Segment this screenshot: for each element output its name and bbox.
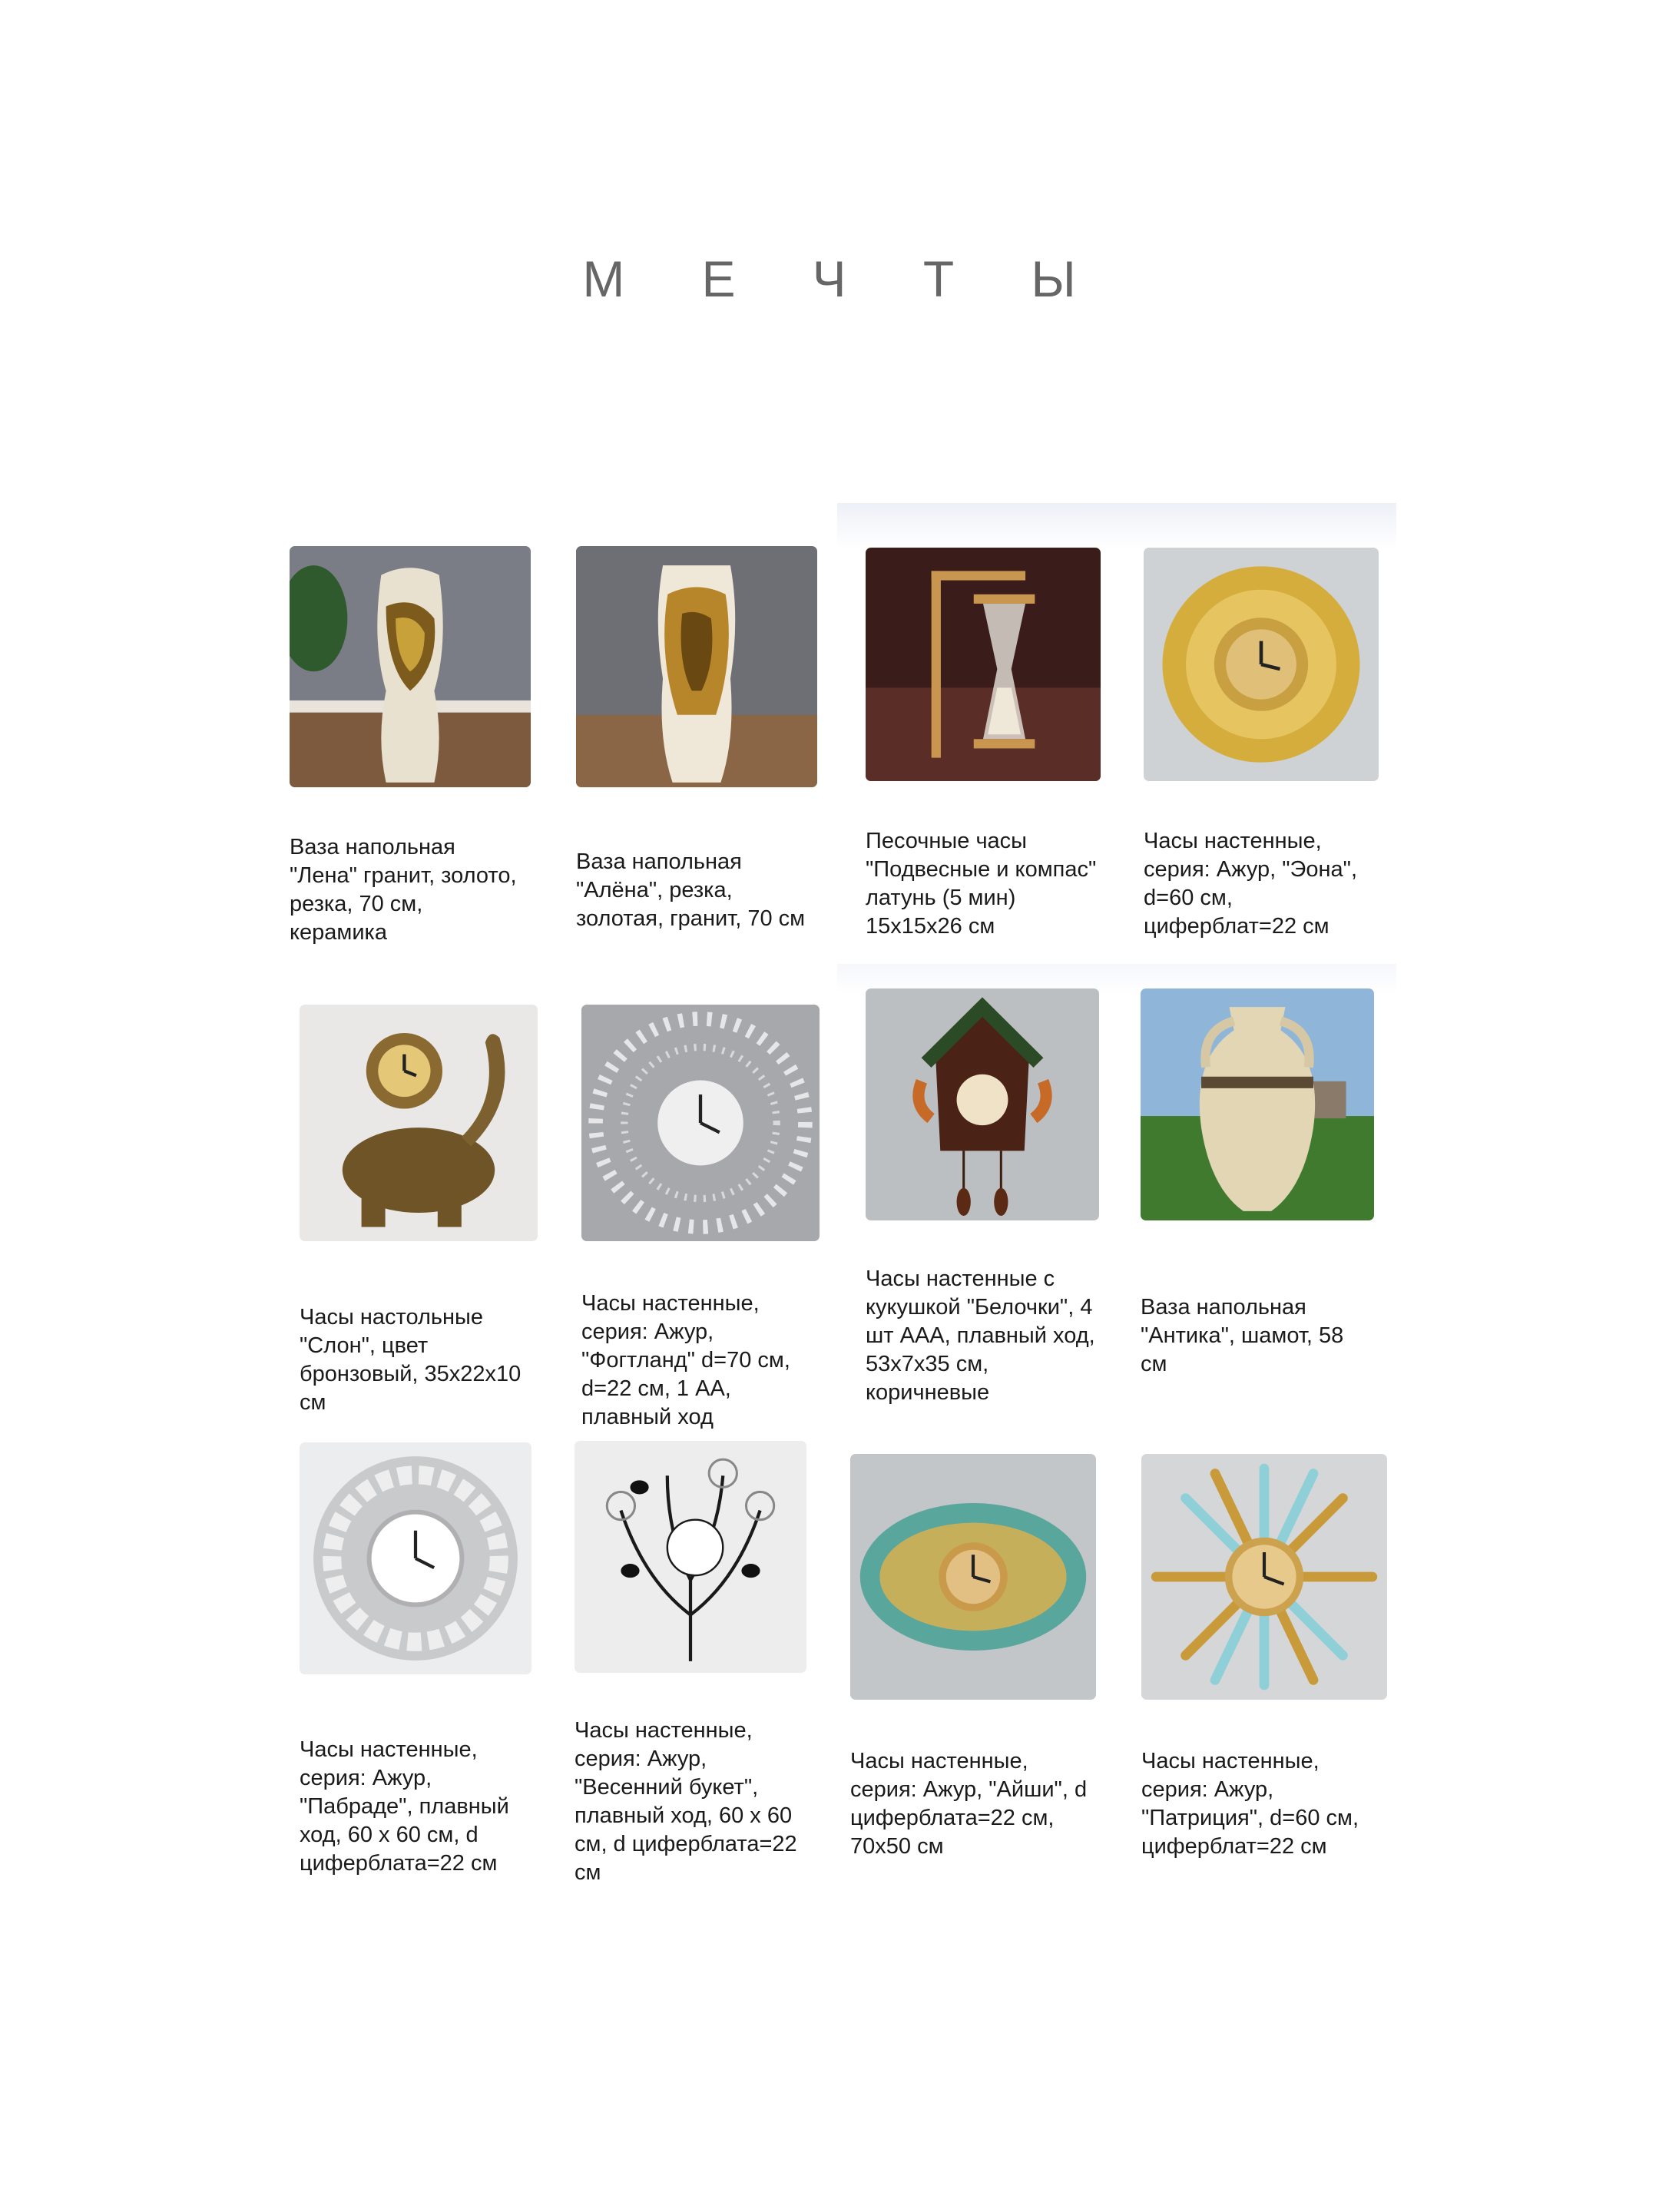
cuckoo-clock-image[interactable] bbox=[866, 988, 1099, 1220]
flower-clock-image[interactable] bbox=[850, 1454, 1096, 1700]
product-caption: Ваза напольная "Лена" гранит, золото, резка, 70 см, керамика bbox=[290, 835, 517, 945]
vase-image[interactable] bbox=[290, 546, 531, 787]
product-caption: Ваза напольная "Антика", шамот, 58 см bbox=[1141, 1295, 1344, 1376]
silver-clock-image[interactable] bbox=[581, 1005, 820, 1241]
product-caption: Часы настенные, серия: Ажур, "Эона", d=60 см, циферблат=22 см bbox=[1144, 829, 1358, 939]
product-caption: Часы настенные, серия: Ажур, "Пабраде", плавный ход, 60 х 60 см, d циферблата=22 см bbox=[300, 1737, 509, 1876]
product-caption: Часы настольные "Слон", цвет бронзовый, 35x22x10 см bbox=[300, 1305, 522, 1415]
tree-clock-image[interactable] bbox=[575, 1441, 806, 1673]
product-caption: Песочные часы "Подвесные и компас" латунь (5 мин) 15х15х26 см bbox=[866, 829, 1097, 939]
sunburst-clock-image[interactable] bbox=[1141, 1454, 1387, 1700]
page-title: М Е Ч Т Ы bbox=[582, 250, 1108, 307]
product-caption: Ваза напольная "Алёна", резка, золотая, гранит, 70 см bbox=[576, 849, 806, 931]
amphora-image[interactable] bbox=[1141, 988, 1374, 1220]
product-caption: Часы настенные с кукушкой "Белочки", 4 шт ААА, плавный ход, 53х7х35 см, коричневые bbox=[866, 1267, 1095, 1405]
hourglass-image[interactable] bbox=[866, 548, 1101, 781]
product-caption: Часы настенные, серия: Ажур, "Патриция", d=60 см, циферблат=22 см bbox=[1141, 1749, 1359, 1859]
elephant-clock-image[interactable] bbox=[300, 1005, 538, 1241]
silver-clock-image[interactable] bbox=[300, 1442, 531, 1674]
product-caption: Часы настенные, серия: Ажур, "Фогтланд" d=70 см, d=22 см, 1 АА, плавный ход bbox=[581, 1291, 790, 1429]
decorative-band bbox=[837, 503, 1396, 549]
product-caption: Часы настенные, серия: Ажур, "Айши", d циферблата=22 см, 70x50 см bbox=[850, 1749, 1088, 1859]
product-caption: Часы настенные, серия: Ажур, "Весенний букет", плавный ход, 60 х 60 см, d циферблата=22 см bbox=[575, 1718, 797, 1885]
vase-image[interactable] bbox=[576, 546, 817, 787]
sun-clock-image[interactable] bbox=[1144, 548, 1379, 781]
